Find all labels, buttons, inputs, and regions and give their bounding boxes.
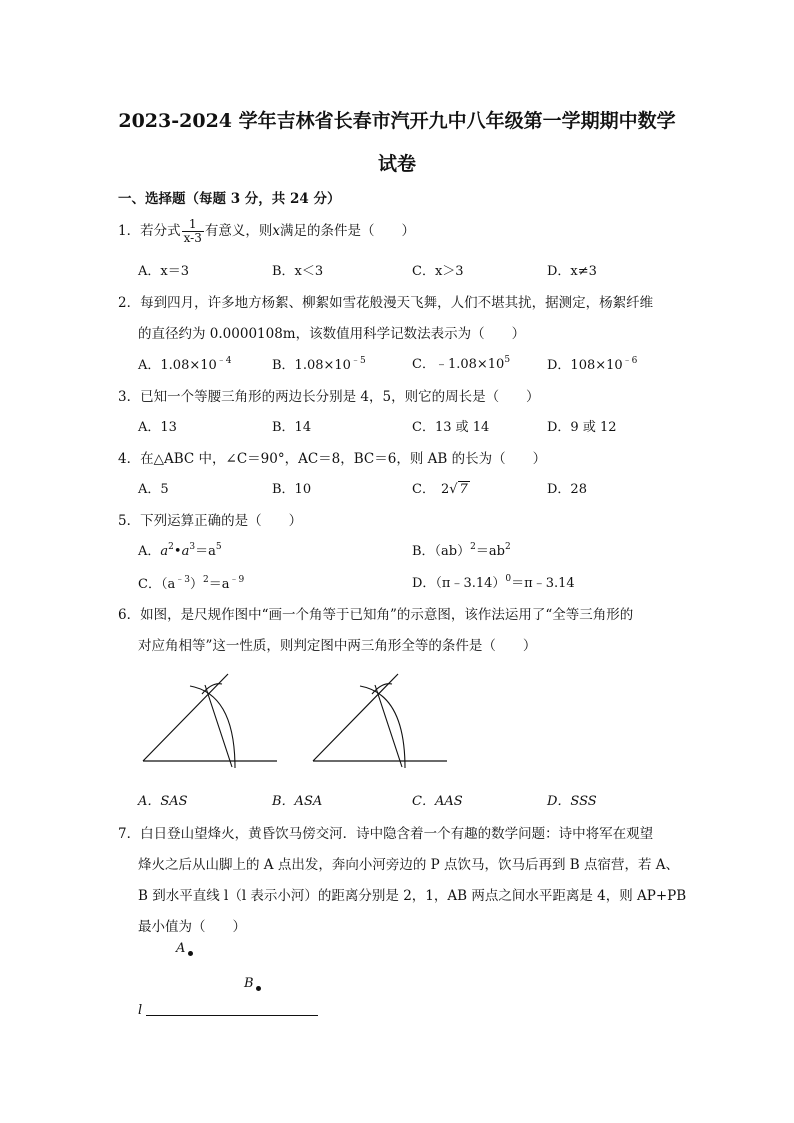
- equals: ＝a: [208, 577, 230, 592]
- question-number: 6．: [118, 607, 141, 623]
- exponent: 0: [505, 574, 512, 584]
- dot: •: [173, 544, 182, 559]
- question-5: [118, 509, 302, 529]
- question-text: 每到四月，许多地方杨絮、柳絮如雪花般漫天飞舞，人们不堪其扰，据测定，杨絮纤维: [140, 295, 654, 311]
- option-b[interactable]: B．14: [272, 420, 312, 435]
- option-a[interactable]: [138, 540, 222, 559]
- question-text: 若分式: [140, 223, 181, 239]
- exponent: ﹣9: [229, 575, 245, 585]
- point-a-dot: [188, 951, 193, 956]
- point-b-label: B: [244, 976, 254, 991]
- exponent: 2: [202, 575, 209, 585]
- option-d[interactable]: D．9 或 12: [547, 420, 617, 435]
- option-label: B．ASA: [272, 794, 323, 809]
- point-b-dot: [256, 986, 261, 991]
- construction-figure-left: [140, 664, 280, 770]
- paper-title-line2: 试卷: [377, 153, 416, 175]
- option-c[interactable]: C．13 或 14: [412, 420, 490, 435]
- question-6-line2: 对应角相等”这一性质，则判定图中两三角形全等的条件是（ ）: [138, 638, 537, 654]
- equals: ＝a: [195, 544, 216, 559]
- option-base: A．1.08×10: [138, 358, 217, 373]
- exponent: ﹣3: [175, 575, 190, 585]
- option-label: C．AAS: [412, 794, 463, 809]
- question-number: 1．: [118, 223, 141, 239]
- exponent: 2: [470, 542, 476, 552]
- option-a[interactable]: A．x＝3: [138, 264, 189, 279]
- radicand: 7: [459, 482, 468, 497]
- option-label: D．（π﹣3.14）: [412, 576, 506, 591]
- question-number: 3．: [118, 389, 141, 405]
- option-label: C．: [412, 482, 435, 497]
- option-a[interactable]: [138, 353, 232, 373]
- construction-figure-right: [310, 664, 450, 770]
- question-text: 白日登山望烽火，黄昏饮马傍交河．诗中隐含着一个有趣的数学问题：诗中将军在观望: [140, 826, 654, 842]
- term: a: [181, 544, 190, 559]
- fraction-denominator: x-3: [183, 231, 202, 245]
- option-label: B．（ab）: [412, 544, 471, 559]
- term: a: [160, 544, 169, 559]
- question-number: 5．: [118, 513, 141, 529]
- exponent: 5: [215, 542, 222, 552]
- option-c[interactable]: [412, 478, 470, 497]
- question-text: 满足的条件是（ ）: [279, 223, 415, 239]
- option-exponent: ﹣6: [622, 356, 638, 366]
- option-d[interactable]: [547, 353, 637, 373]
- option-b[interactable]: B．x＜3: [272, 264, 324, 279]
- option-base: C．﹣1.08×10: [412, 357, 505, 372]
- question-text: 下列运算正确的是（ ）: [140, 513, 303, 529]
- option-base: D．108×10: [547, 358, 623, 373]
- option-b[interactable]: [412, 540, 511, 559]
- option-base: B．1.08×10: [272, 358, 351, 373]
- section-heading: 一、选择题（每题 3 分，共 24 分）: [118, 191, 341, 207]
- point-a-label: A: [176, 941, 186, 956]
- equals: ＝π﹣3.14: [511, 576, 575, 591]
- question-number: 2．: [118, 295, 141, 311]
- option-label: D．SSS: [547, 794, 597, 809]
- option-c[interactable]: [412, 790, 463, 809]
- option-b[interactable]: [272, 790, 322, 809]
- option-label: A．: [138, 544, 161, 559]
- option-a[interactable]: A．5: [138, 482, 169, 497]
- river-line-label: l: [138, 1003, 143, 1018]
- exponent: 2: [168, 542, 174, 552]
- square-root: √ 7: [449, 482, 468, 497]
- question-text: 在△ABC 中，∠C＝90°，AC＝8，BC＝6，则 AB 的长为（ ）: [140, 451, 547, 467]
- coefficient: 2: [440, 482, 450, 497]
- fraction-numerator: 1: [182, 218, 204, 232]
- question-7-line3: B 到水平直线 l（l 表示小河）的距离分别是 2，1，AB 两点之间水平距离是 4，则 AP+PB: [138, 888, 687, 904]
- option-a[interactable]: [138, 790, 188, 809]
- option-label: A．SAS: [138, 794, 188, 809]
- question-1: [118, 218, 415, 245]
- option-c[interactable]: [138, 572, 244, 592]
- option-exponent: ﹣4: [216, 356, 232, 366]
- option-c[interactable]: C．x＞3: [412, 264, 464, 279]
- fraction: [182, 218, 204, 245]
- river-line: [146, 1015, 318, 1016]
- chord-line: [205, 685, 232, 767]
- exponent: 2: [504, 542, 511, 552]
- paren: ）: [189, 577, 203, 592]
- question-4: [118, 447, 546, 467]
- option-c[interactable]: [412, 353, 510, 372]
- question-number: 7．: [118, 826, 141, 842]
- paper-title-line1: 2023-2024 学年吉林省长春市汽开九中八年级第一学期期中数学: [118, 110, 676, 132]
- option-d[interactable]: [547, 790, 597, 809]
- option-d[interactable]: D．x≠3: [547, 264, 597, 279]
- question-7-line2: 烽火之后从山脚上的 A 点出发，奔向小河旁边的 P 点饮马，饮马后再到 B 点宿营，若 A、: [138, 857, 680, 873]
- option-b[interactable]: [272, 353, 366, 373]
- option-d[interactable]: [412, 572, 575, 591]
- question-2-line2: 的直径约为 0.0000108m，该数值用科学记数法表示为（ ）: [138, 326, 526, 342]
- option-exponent: ﹣5: [350, 356, 366, 366]
- question-7-line4: 最小值为（ ）: [138, 919, 246, 935]
- option-b[interactable]: B．10: [272, 482, 312, 497]
- question-2-line1: [118, 291, 653, 311]
- question-3: [118, 385, 540, 405]
- chord-line: [375, 685, 402, 767]
- option-exponent: 5: [504, 355, 511, 365]
- option-d[interactable]: D．28: [547, 482, 587, 497]
- question-6-line1: [118, 603, 633, 623]
- variable: x: [272, 223, 280, 239]
- equals: ＝ab: [475, 544, 505, 559]
- exponent: 3: [189, 542, 196, 552]
- question-number: 4．: [118, 451, 141, 467]
- question-7-line1: [118, 822, 653, 842]
- option-label: C．（a: [138, 577, 176, 592]
- question-text: 如图，是尺规作图中“画一个角等于已知角”的示意图，该作法运用了“全等三角形的: [140, 607, 634, 623]
- option-a[interactable]: A．13: [138, 420, 177, 435]
- question-text: 有意义，则: [204, 223, 273, 239]
- question-text: 已知一个等腰三角形的两边长分别是 4，5，则它的周长是（ ）: [140, 389, 540, 405]
